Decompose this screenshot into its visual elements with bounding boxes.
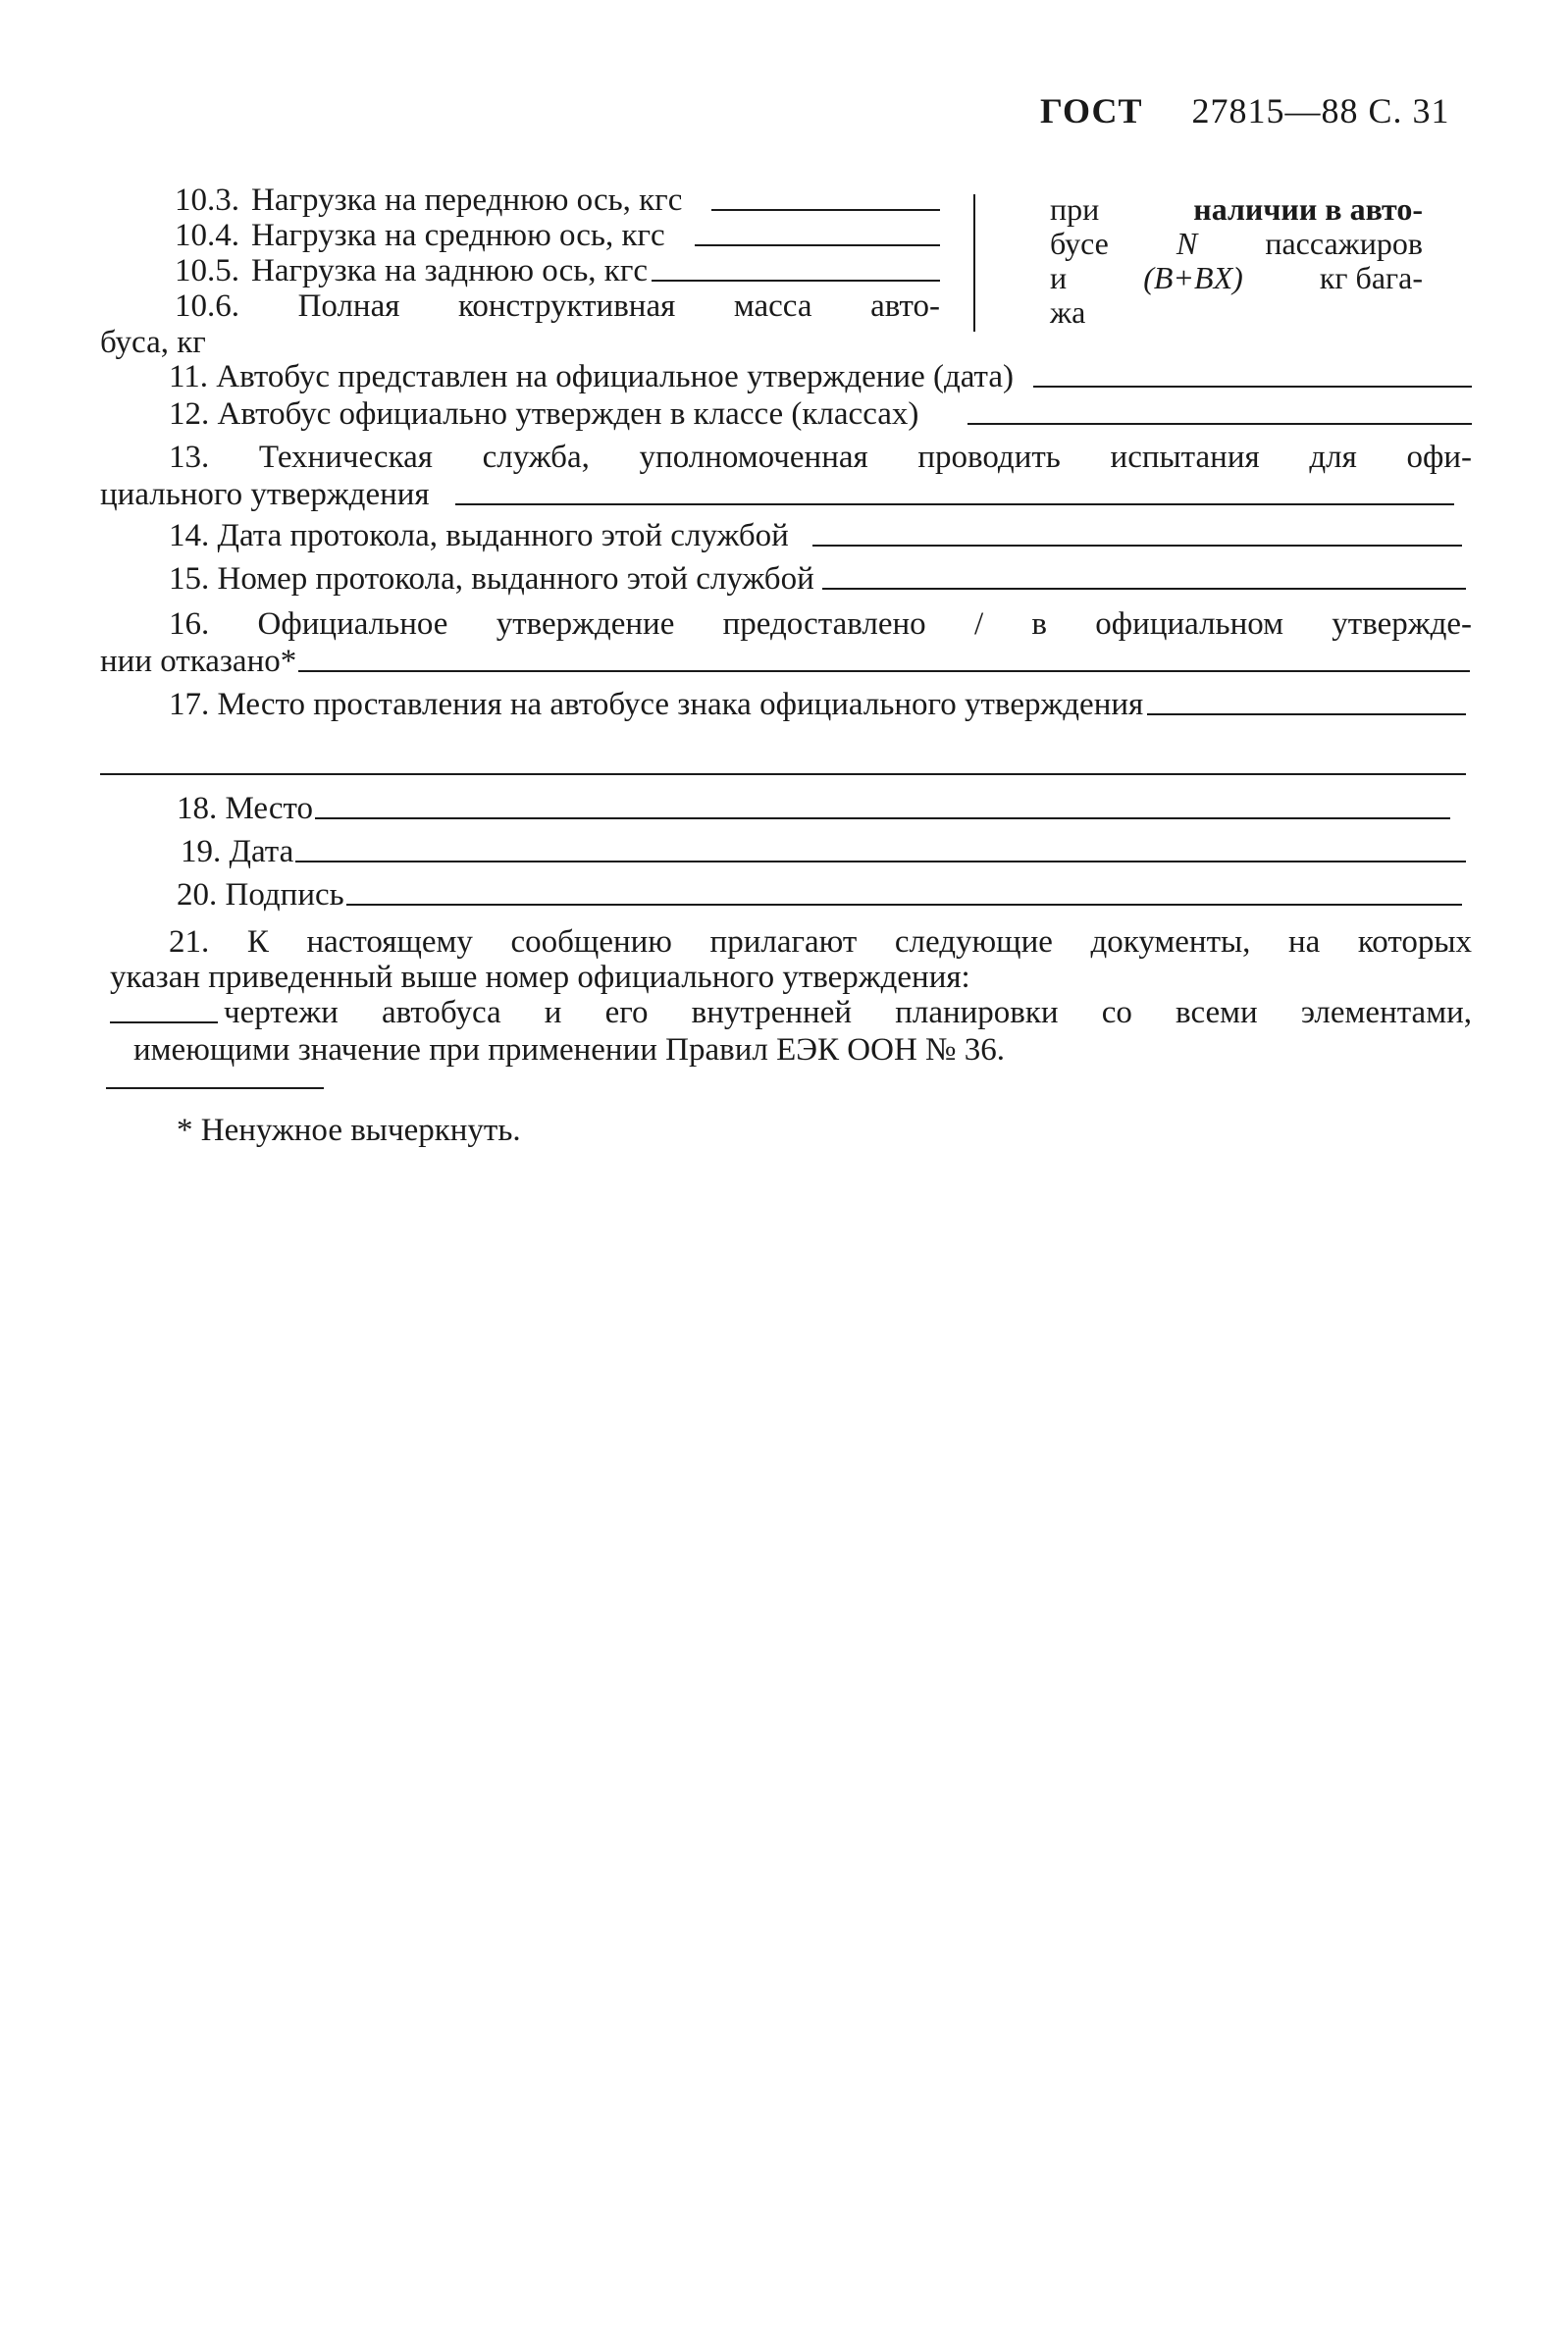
item-12 (169, 398, 1472, 431)
item-10-5 (175, 255, 940, 287)
item-10-6 (175, 290, 940, 323)
standard-number: 27815—88 С. 31 (1191, 91, 1450, 131)
side-note-w4: N (1176, 226, 1198, 261)
item-10-4 (175, 220, 940, 252)
side-note-w9: жа (1050, 294, 1086, 330)
item-10-6-word3: масса (733, 288, 812, 324)
item-13-blank (455, 503, 1454, 505)
item-21-blank (110, 1021, 218, 1023)
item-11-text: 11. Автобус представлен на официальное утверждение (дата) (169, 359, 1015, 394)
item-10-6-continuation: буса, кг (100, 325, 206, 360)
item-21-line2: указан приведенный выше номер официального утверждения: (110, 960, 970, 995)
item-17-extra-line (100, 773, 1466, 775)
side-note-w5: пассажиров (1265, 226, 1423, 261)
item-10-4-blank (695, 244, 940, 246)
footnote: * Ненужное вычеркнуть. (177, 1113, 521, 1148)
item-21-line4: имеющими значение при применении Правил ЕЭК ООН № 36. (133, 1032, 1006, 1068)
side-note-w3: бусе (1050, 226, 1109, 261)
item-20-text: 20. Подпись (177, 877, 344, 913)
item-10-3 (175, 184, 940, 217)
item-16-blank (298, 670, 1470, 672)
item-18 (177, 793, 1450, 825)
footnote-separator (106, 1087, 324, 1089)
side-note-w1: при (1050, 191, 1100, 227)
item-17-text: 17. Место проставления на автобусе знака официального утверждения (169, 687, 1144, 722)
item-12-text: 12. Автобус официально утвержден в классе (классах) (169, 396, 919, 432)
item-16-line1: 16. Официальное утверждение предоставлено / в официальном утвержде- (169, 606, 1472, 642)
item-19-blank (295, 861, 1466, 862)
item-11 (169, 361, 1472, 393)
item-15-blank (822, 588, 1466, 590)
item-10-6-num: 10.6. (175, 288, 239, 324)
item-11-blank (1033, 386, 1472, 388)
item-10-6-word2: конструктивная (457, 288, 676, 324)
item-14 (169, 520, 1462, 552)
side-note (1050, 192, 1423, 330)
item-14-text: 14. Дата протокола, выданного этой службой (169, 518, 789, 553)
item-19 (181, 836, 1466, 868)
item-10-3-num: 10.3. (175, 183, 239, 218)
item-10-5-label: Нагрузка на заднюю ось, кгс (251, 253, 649, 288)
item-16-text: нии отказано* (100, 644, 297, 679)
item-16-line2 (100, 646, 1470, 678)
item-12-blank (967, 423, 1472, 425)
item-13-line1: 13. Техническая служба, уполномоченная проводить испытания для офи- (169, 440, 1472, 475)
item-19-text: 19. Дата (181, 834, 294, 869)
side-note-w8: кг бага- (1319, 260, 1423, 295)
item-17 (169, 689, 1466, 721)
item-18-text: 18. Место (177, 791, 314, 826)
item-15 (169, 563, 1466, 596)
item-21-line3 (110, 997, 1472, 1029)
item-15-text: 15. Номер протокола, выданного этой службой (169, 561, 814, 597)
item-21-line1: 21. К настоящему сообщению прилагают следующие документы, на которых (169, 924, 1472, 960)
side-note-w2: наличии в авто- (1193, 191, 1423, 227)
grouping-bracket (960, 194, 975, 332)
item-10-6-word1: Полная (297, 288, 400, 324)
standard-label: ГОСТ (1040, 91, 1143, 131)
item-20-blank (346, 904, 1462, 906)
page-header (1040, 90, 1449, 131)
item-10-3-label: Нагрузка на переднюю ось, кгс (251, 183, 683, 218)
side-note-w6: и (1050, 260, 1068, 295)
item-13-line2 (100, 479, 1454, 511)
item-13-text: циального утверждения (100, 477, 430, 512)
item-14-blank (812, 545, 1462, 547)
item-10-4-label: Нагрузка на среднюю ось, кгс (251, 218, 665, 253)
item-10-4-num: 10.4. (175, 218, 239, 253)
item-10-3-blank (711, 209, 940, 211)
item-21-line3-text: чертежи автобуса и его внутренней планировки со всеми элементами, (224, 995, 1472, 1030)
item-10-5-num: 10.5. (175, 253, 239, 288)
item-18-blank (315, 817, 1450, 819)
side-note-w7: (B+BX) (1143, 260, 1243, 295)
item-10-5-blank (652, 280, 940, 282)
item-10-6-word4: авто- (870, 288, 940, 324)
item-17-blank (1147, 713, 1466, 715)
item-20 (177, 879, 1462, 912)
